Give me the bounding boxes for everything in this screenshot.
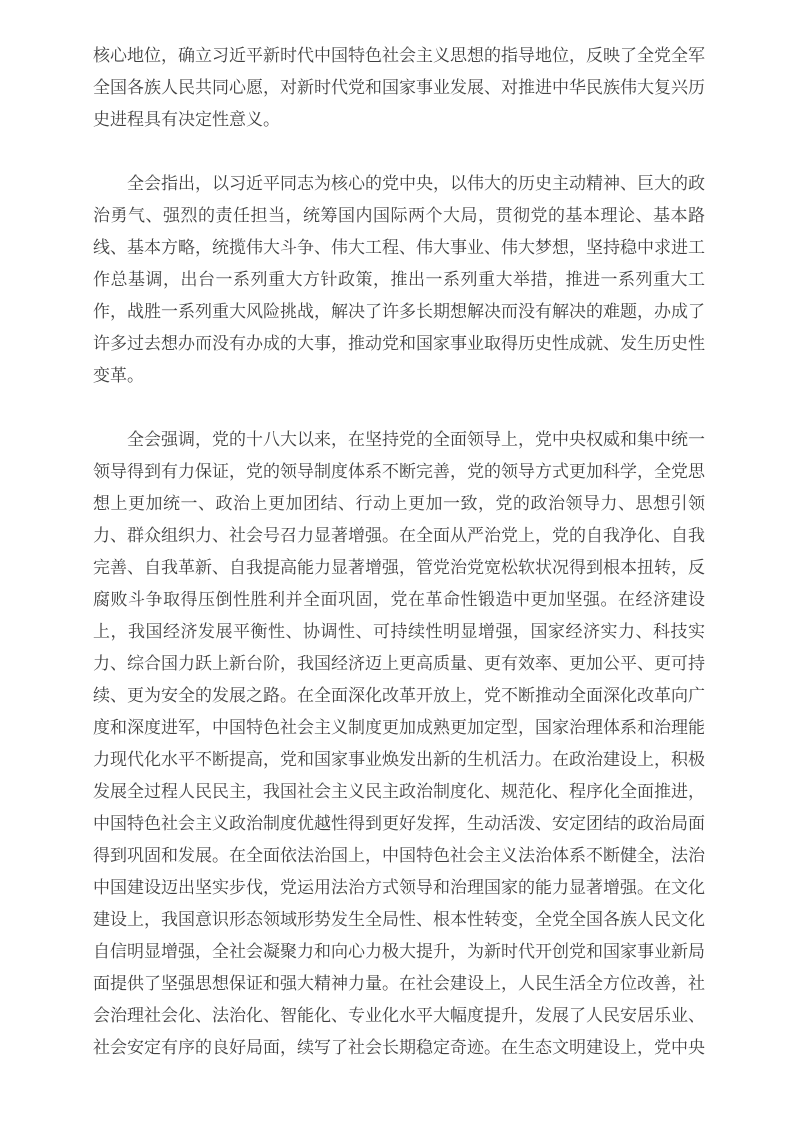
paragraph-quanhui-zhichu: 全会指出，以习近平同志为核心的党中央，以伟大的历史主动精神、巨大的政治勇气、强烈的责任担当，统筹国内国际两个大局，贯彻党的基本理论、基本路线、基本方略，统揽伟大斗争、伟大工程、伟大事业、伟大梦想，坚持稳中求进工作总基调，出台一系列重大方针政策，推出一系列重大举措，推进一系列重大工作，战胜一系列重大风险挑战，解决了许多长期想解决而没有解决的难题，办成了许多过去想办而没有办成的大事，推动党和国家事业取得历史性成就、发生历史性变革。 <box>93 174 705 385</box>
paragraph-quanhui-qiangdiao: 全会强调，党的十八大以来，在坚持党的全面领导上，党中央权威和集中统一领导得到有力保证，党的领导制度体系不断完善，党的领导方式更加科学，全党思想上更加统一、政治上更加团结、行动上更加一致，党的政治领导力、思想引领力、群众组织力、社会号召力显著增强。在全面从严治党上，党的自我净化、自我完善、自我革新、自我提高能力显著增强，管党治党宽松软状况得到根本扭转，反腐败斗争取得压倒性胜利并全面巩固，党在革命性锻造中更加坚强。在经济建设上，我国经济发展平衡性、协调性、可持续性明显增强，国家经济实力、科技实力、综合国力跃上新台阶，我国经济迈上更高质量、更有效率、更加公平、更可持续、更为安全的发展之路。在全面深化改革开放上，党不断推动全面深化改革向广度和深度进军，中国特色社会主义制度更加成熟更加定型，国家治理体系和治理能力现代化水平不断提高，党和国家事业焕发出新的生机活力。在政治建设上，积极发展全过程人民民主，我国社会主义民主政治制度化、规范化、程序化全面推进，中国特色社会主义政治制度优越性得到更好发挥，生动活泼、安定团结的政治局面得到巩固和发展。在全面依法治国上，中国特色社会主义法治体系不断健全，法治中国建设迈出坚实步伐，党运用法治方式领导和治理国家的能力显著增强。在文化建设上，我国意识形态领域形势发生全局性、根本性转变，全党全国各族人民文化自信明显增强，全社会凝聚力和向心力极大提升，为新时代开创党和国家事业新局面提供了坚强思想保证和强大精神力量。在社会建设上，人民生活全方位改善，社会治理社会化、法治化、智能化、专业化水平大幅度提升，发展了人民安居乐业、社会安定有序的良好局面，续写了社会长期稳定奇迹。在生态文明建设上，党中央 <box>93 430 705 1057</box>
paragraph-continuation: 核心地位，确立习近平新时代中国特色社会主义思想的指导地位，反映了全党全军全国各族人民共同心愿，对新时代党和国家事业发展、对推进中华民族伟大复兴历史进程具有决定性意义。 <box>93 46 705 129</box>
document-page <box>93 40 705 1096</box>
